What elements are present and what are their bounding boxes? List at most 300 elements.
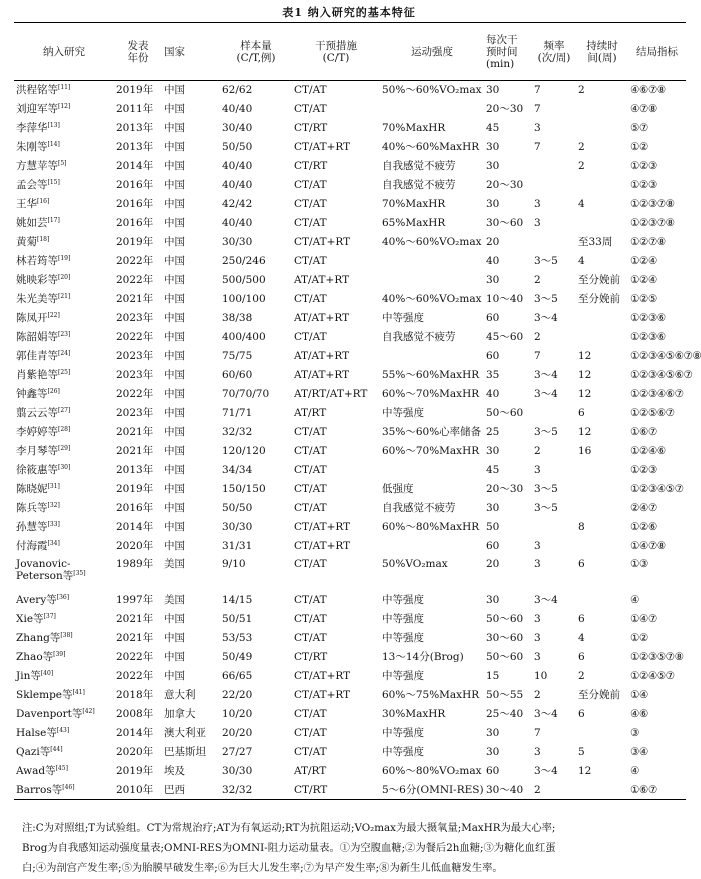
study-name: Jin等 bbox=[16, 670, 41, 682]
study-name: 李婷婷等 bbox=[16, 426, 58, 438]
cell-duration bbox=[576, 781, 628, 800]
table-title: 表1 纳入研究的基本特征 bbox=[282, 6, 416, 19]
study-name: 孙慧等 bbox=[16, 521, 48, 533]
cell-time: 30 bbox=[486, 746, 500, 758]
cell-duration: 4 bbox=[578, 255, 585, 267]
citation-ref: [35] bbox=[73, 569, 86, 577]
cell-frequency: 3～5 bbox=[534, 483, 558, 495]
table-row bbox=[14, 610, 686, 629]
cell-sample-size: 50/51 bbox=[222, 613, 253, 625]
cell-year: 2010年 bbox=[116, 783, 154, 796]
cell-country: 中国 bbox=[164, 274, 185, 286]
cell-country: 中国 bbox=[164, 293, 185, 305]
cell-frequency: 7 bbox=[534, 84, 541, 97]
header-intervention: 干预措施 (C/T) bbox=[315, 39, 357, 64]
cell-country: 中国 bbox=[164, 521, 185, 533]
cell-duration bbox=[576, 537, 628, 556]
cell-sample-size: 60/60 bbox=[222, 369, 253, 381]
cell-study bbox=[14, 629, 114, 648]
cell-sample-size: 250/246 bbox=[222, 255, 266, 267]
cell-intensity: 中等强度 bbox=[382, 407, 424, 419]
cell-intensity: 55%～60%MaxHR bbox=[382, 369, 480, 381]
table-row bbox=[14, 480, 686, 499]
table-row bbox=[14, 233, 686, 252]
table-row bbox=[14, 290, 686, 309]
cell-frequency: 2 bbox=[534, 274, 541, 286]
cell-intensity bbox=[380, 347, 484, 366]
cell-intervention: CT/AT bbox=[294, 103, 327, 115]
cell-frequency: 3 bbox=[534, 217, 541, 229]
cell-study bbox=[14, 667, 114, 686]
study-name: Halse等 bbox=[16, 727, 57, 739]
cell-frequency: 3 bbox=[534, 746, 541, 758]
cell-year: 2021年 bbox=[116, 426, 154, 438]
cell-frequency: 3～4 bbox=[534, 388, 558, 400]
header-duration: 持续时 间(周) bbox=[586, 39, 618, 64]
cell-sample-size: 40/40 bbox=[222, 160, 253, 172]
citation-ref: [45] bbox=[55, 765, 68, 772]
cell-duration bbox=[576, 499, 628, 518]
table-row bbox=[14, 724, 686, 743]
table-row bbox=[14, 195, 686, 214]
cell-study bbox=[14, 138, 114, 157]
cell-country: 中国 bbox=[164, 483, 185, 495]
cell-year: 2016年 bbox=[116, 198, 154, 210]
cell-intensity bbox=[380, 100, 484, 119]
cell-time: 10～40 bbox=[486, 293, 524, 305]
cell-country: 中国 bbox=[164, 103, 185, 115]
cell-year: 2014年 bbox=[116, 521, 154, 533]
cell-time: 30 bbox=[486, 141, 500, 153]
cell-study bbox=[14, 252, 114, 271]
cell-year: 2022年 bbox=[116, 255, 154, 267]
cell-study bbox=[14, 423, 114, 442]
cell-duration bbox=[576, 591, 628, 610]
cell-year: 2021年 bbox=[116, 613, 154, 625]
cell-outcomes: ①②⑤⑥⑦ bbox=[630, 407, 675, 419]
cell-intervention: CT/AT bbox=[294, 727, 327, 739]
cell-sample-size: 500/500 bbox=[222, 274, 266, 286]
header-time: 每次干 预时间 (min) bbox=[486, 33, 518, 70]
cell-year: 2022年 bbox=[116, 331, 154, 343]
cell-duration bbox=[576, 480, 628, 499]
cell-outcomes: ①②③ bbox=[630, 464, 657, 476]
cell-sample-size: 50/50 bbox=[222, 141, 253, 153]
cell-study bbox=[14, 100, 114, 119]
cell-duration bbox=[576, 461, 628, 480]
cell-outcomes: ①②④ bbox=[630, 274, 657, 286]
cell-intensity: 5～6分(OMNI-RES) bbox=[382, 783, 484, 796]
cell-intervention: CT/AT+RT bbox=[294, 521, 351, 533]
cell-frequency: 3～5 bbox=[534, 293, 558, 305]
cell-frequency: 3 bbox=[534, 198, 541, 210]
cell-intervention: CT/AT bbox=[294, 613, 327, 625]
table-row bbox=[14, 271, 686, 290]
citation-ref: [30] bbox=[58, 464, 71, 471]
cell-sample-size: 9/10 bbox=[222, 557, 246, 570]
cell-duration: 6 bbox=[578, 557, 585, 570]
cell-intensity: 中等强度 bbox=[382, 594, 424, 606]
cell-frequency: 2 bbox=[534, 689, 541, 701]
citation-ref: [39] bbox=[53, 651, 66, 658]
cell-intensity bbox=[380, 537, 484, 556]
cell-outcomes: ①④⑦⑧ bbox=[630, 540, 666, 552]
cell-duration: 12 bbox=[578, 388, 592, 400]
citation-ref: [36] bbox=[56, 594, 70, 601]
cell-study bbox=[14, 347, 114, 366]
cell-country: 中国 bbox=[164, 179, 185, 191]
cell-sample-size: 32/32 bbox=[222, 783, 253, 796]
cell-year: 2020年 bbox=[116, 746, 154, 758]
cell-study bbox=[14, 762, 114, 781]
cell-duration bbox=[576, 119, 628, 138]
cell-sample-size: 20/20 bbox=[222, 727, 253, 739]
cell-duration: 12 bbox=[578, 426, 592, 438]
cell-outcomes: ①②③ bbox=[630, 179, 657, 191]
cell-duration: 2 bbox=[578, 670, 585, 682]
cell-year: 2022年 bbox=[116, 274, 154, 286]
cell-intervention: CT/AT bbox=[294, 255, 327, 267]
cell-intervention: CT/AT bbox=[294, 331, 327, 343]
cell-duration: 6 bbox=[578, 708, 585, 720]
table-row bbox=[14, 537, 686, 556]
cell-time: 60 bbox=[486, 312, 500, 324]
study-name: 陈兵等 bbox=[16, 502, 48, 514]
table-row bbox=[14, 442, 686, 461]
cell-country: 巴西 bbox=[164, 783, 185, 796]
cell-intensity: 40%～60%MaxHR bbox=[382, 141, 480, 153]
cell-country: 中国 bbox=[164, 540, 185, 552]
table-row bbox=[14, 556, 686, 591]
study-name: 朱刚等 bbox=[16, 141, 48, 153]
study-name: Sklempe等 bbox=[16, 689, 73, 701]
cell-study bbox=[14, 610, 114, 629]
cell-intensity: 60%～80%MaxHR bbox=[382, 521, 480, 533]
cell-year: 2013年 bbox=[116, 464, 154, 476]
cell-time: 20 bbox=[486, 557, 500, 570]
cell-intervention: CT/AT+RT bbox=[294, 670, 351, 682]
cell-time: 30 bbox=[486, 84, 500, 97]
cell-duration: 至33周 bbox=[578, 236, 613, 248]
study-characteristics-table bbox=[14, 22, 701, 800]
cell-study bbox=[14, 591, 114, 610]
cell-intervention: CT/AT bbox=[294, 293, 327, 305]
table-row bbox=[14, 461, 686, 480]
cell-year: 2022年 bbox=[116, 388, 154, 400]
cell-duration: 6 bbox=[578, 613, 585, 625]
cell-outcomes: ①②③④⑤⑥⑦⑧ bbox=[630, 350, 701, 362]
cell-time: 20 bbox=[486, 236, 500, 248]
citation-ref: [34] bbox=[47, 540, 60, 547]
cell-time: 50～60 bbox=[486, 651, 524, 663]
cell-study bbox=[14, 686, 114, 705]
cell-year: 2022年 bbox=[116, 651, 154, 663]
cell-sample-size: 50/50 bbox=[222, 502, 253, 514]
cell-duration bbox=[576, 176, 628, 195]
study-name: 肖紫艳等 bbox=[16, 369, 58, 381]
cell-intervention: CT/RT bbox=[294, 651, 328, 663]
table-row bbox=[14, 686, 686, 705]
cell-intervention: AT/RT bbox=[294, 407, 327, 419]
cell-intensity: 中等强度 bbox=[382, 613, 424, 625]
cell-study bbox=[14, 781, 114, 800]
cell-country: 中国 bbox=[164, 407, 185, 419]
cell-sample-size: 40/40 bbox=[222, 217, 253, 229]
cell-frequency: 3 bbox=[534, 464, 541, 476]
citation-ref: [27] bbox=[58, 407, 71, 414]
cell-country: 中国 bbox=[164, 312, 185, 324]
footnote-line: Brog为自我感知运动强度量表;OMNI-RES为OMNI-阻力运动量表。①为空腹血糖;②为餐后2h血糖;③为糖化血红蛋 bbox=[22, 842, 556, 854]
cell-country: 美国 bbox=[164, 557, 185, 570]
cell-country: 美国 bbox=[164, 594, 185, 606]
cell-duration bbox=[576, 214, 628, 233]
cell-outcomes: ③④ bbox=[630, 746, 648, 758]
cell-outcomes: ①②③ bbox=[630, 160, 657, 172]
cell-country: 中国 bbox=[164, 369, 185, 381]
cell-frequency: 3～4 bbox=[534, 594, 558, 606]
cell-intensity: 中等强度 bbox=[382, 632, 424, 644]
cell-frequency: 7 bbox=[534, 103, 541, 115]
cell-intensity: 低强度 bbox=[382, 483, 414, 495]
study-name: 朱光美等 bbox=[16, 293, 58, 305]
table-footnote bbox=[22, 818, 690, 878]
cell-sample-size: 100/100 bbox=[222, 293, 266, 305]
study-name: 姚如芸 bbox=[16, 217, 48, 229]
cell-time: 15 bbox=[486, 670, 500, 682]
cell-duration: 6 bbox=[578, 407, 585, 419]
header-year: 发表 年份 bbox=[127, 39, 149, 64]
cell-duration: 4 bbox=[578, 198, 585, 210]
cell-frequency bbox=[532, 518, 576, 537]
cell-outcomes: ①②③④⑤⑥⑦ bbox=[630, 369, 693, 381]
citation-ref: [24] bbox=[58, 350, 71, 357]
citation-ref: [13] bbox=[47, 122, 60, 129]
cell-sample-size: 66/65 bbox=[222, 670, 253, 682]
cell-study bbox=[14, 537, 114, 556]
cell-time: 45～60 bbox=[486, 331, 524, 343]
cell-time: 25 bbox=[486, 426, 500, 438]
cell-outcomes: ①③ bbox=[630, 557, 648, 570]
cell-study bbox=[14, 119, 114, 138]
cell-time: 50～60 bbox=[486, 407, 524, 419]
cell-intervention: CT/AT bbox=[294, 84, 327, 97]
cell-outcomes: ①⑥⑦ bbox=[630, 783, 657, 796]
citation-ref: [32] bbox=[47, 502, 60, 509]
cell-frequency: 3 bbox=[534, 557, 541, 570]
cell-intervention: CT/AT bbox=[294, 594, 327, 606]
cell-outcomes: ④ bbox=[630, 765, 639, 777]
cell-study bbox=[14, 157, 114, 176]
cell-frequency: 3 bbox=[534, 122, 541, 134]
cell-intensity: 40%～60%VO₂max bbox=[382, 236, 482, 248]
cell-intervention: CT/AT bbox=[294, 445, 327, 457]
cell-year: 2008年 bbox=[116, 708, 154, 720]
cell-country: 中国 bbox=[164, 331, 185, 343]
citation-ref: [22] bbox=[47, 312, 60, 319]
cell-outcomes: ②④⑦ bbox=[630, 502, 657, 514]
citation-ref: [5] bbox=[58, 160, 67, 167]
cell-intervention: CT/RT bbox=[294, 160, 328, 172]
cell-intervention: CT/RT bbox=[294, 783, 328, 796]
cell-intervention: CT/AT bbox=[294, 179, 327, 191]
citation-ref: [29] bbox=[58, 445, 71, 452]
citation-ref: [46] bbox=[62, 783, 75, 791]
citation-ref: [33] bbox=[47, 521, 60, 528]
cell-country: 中国 bbox=[164, 502, 185, 514]
cell-outcomes: ①④⑦ bbox=[630, 613, 657, 625]
cell-frequency: 2 bbox=[534, 445, 541, 457]
cell-outcomes: ①②④⑤⑦ bbox=[630, 670, 675, 682]
cell-outcomes: ③ bbox=[630, 727, 639, 739]
cell-frequency: 7 bbox=[534, 350, 541, 362]
cell-duration: 5 bbox=[578, 746, 585, 758]
cell-country: 中国 bbox=[164, 141, 185, 153]
cell-frequency: 7 bbox=[534, 727, 541, 739]
citation-ref: [17] bbox=[47, 217, 60, 224]
cell-duration: 12 bbox=[578, 369, 592, 381]
cell-frequency: 3～5 bbox=[534, 255, 558, 267]
cell-intensity: 自我感觉不疲劳 bbox=[382, 331, 456, 343]
cell-sample-size: 120/120 bbox=[222, 445, 266, 457]
cell-study bbox=[14, 81, 114, 100]
cell-frequency: 3～4 bbox=[534, 708, 558, 720]
cell-study bbox=[14, 195, 114, 214]
cell-country: 埃及 bbox=[164, 765, 185, 777]
study-name: Avery等 bbox=[16, 594, 57, 606]
study-name: 陈晓妮 bbox=[16, 483, 48, 495]
cell-sample-size: 34/34 bbox=[222, 464, 253, 476]
cell-duration bbox=[576, 100, 628, 119]
cell-outcomes: ①② bbox=[630, 141, 648, 153]
study-name: Davenport等 bbox=[16, 708, 83, 720]
cell-duration: 12 bbox=[578, 350, 592, 362]
citation-ref: [43] bbox=[56, 727, 70, 734]
header-study: 纳入研究 bbox=[43, 45, 85, 58]
study-name: 刘迎军等 bbox=[16, 103, 58, 115]
study-name: 陈凤开 bbox=[16, 312, 48, 324]
table-row bbox=[14, 328, 686, 347]
cell-intervention: AT/RT bbox=[294, 765, 327, 777]
cell-time: 30～40 bbox=[486, 783, 524, 796]
cell-frequency: 3 bbox=[534, 613, 541, 625]
cell-frequency: 3 bbox=[534, 632, 541, 644]
cell-intervention: CT/AT+RT bbox=[294, 540, 351, 552]
cell-duration bbox=[576, 724, 628, 743]
citation-ref: [26] bbox=[47, 388, 60, 395]
citation-ref: [14] bbox=[47, 141, 60, 148]
study-name: 李月琴等 bbox=[16, 445, 58, 457]
cell-sample-size: 22/20 bbox=[222, 689, 253, 701]
cell-intervention: CT/AT bbox=[294, 426, 327, 438]
cell-study bbox=[14, 404, 114, 423]
cell-year: 2018年 bbox=[116, 689, 154, 701]
cell-year: 1989年 bbox=[116, 557, 154, 570]
table-row bbox=[14, 385, 686, 404]
study-name: 黄菊 bbox=[16, 236, 37, 248]
citation-ref: [41] bbox=[72, 689, 85, 696]
study-name: Zhang等 bbox=[16, 632, 61, 644]
cell-sample-size: 32/32 bbox=[222, 426, 253, 438]
cell-study bbox=[14, 556, 114, 591]
study-name: Xie等 bbox=[16, 613, 44, 625]
cell-outcomes: ①②③⑦⑧ bbox=[630, 198, 675, 210]
cell-time: 35 bbox=[486, 369, 500, 381]
cell-time: 30 bbox=[486, 594, 500, 606]
citation-ref: [44] bbox=[50, 746, 63, 753]
cell-intensity: 30%MaxHR bbox=[382, 708, 446, 720]
cell-study bbox=[14, 461, 114, 480]
study-name: 郭佳青等 bbox=[16, 350, 58, 362]
cell-time: 45 bbox=[486, 464, 500, 476]
header-frequency: 频率 (次/周) bbox=[537, 39, 571, 64]
cell-intensity: 自我感觉不疲劳 bbox=[382, 179, 456, 191]
cell-duration bbox=[576, 309, 628, 328]
study-name: Jovanovic-Peterson等 bbox=[16, 557, 74, 582]
cell-duration: 8 bbox=[578, 521, 585, 533]
cell-country: 中国 bbox=[164, 198, 185, 210]
cell-outcomes: ①②③⑥ bbox=[630, 312, 666, 324]
cell-outcomes: ①②④ bbox=[630, 255, 657, 267]
cell-time: 30 bbox=[486, 160, 500, 172]
cell-frequency bbox=[532, 233, 576, 252]
citation-ref: [25] bbox=[58, 369, 71, 376]
cell-intervention: CT/AT bbox=[294, 746, 327, 758]
citation-ref: [23] bbox=[58, 331, 71, 338]
table-row bbox=[14, 762, 686, 781]
study-name: 孟会等 bbox=[16, 179, 48, 191]
cell-sample-size: 30/30 bbox=[222, 236, 253, 248]
cell-time: 20～30 bbox=[486, 179, 524, 191]
cell-study bbox=[14, 233, 114, 252]
cell-intensity: 中等强度 bbox=[382, 312, 424, 324]
study-name: 王华 bbox=[16, 198, 37, 210]
header-outcomes: 结局指标 bbox=[636, 45, 678, 58]
table-row bbox=[14, 648, 686, 667]
table-row bbox=[14, 214, 686, 233]
cell-study bbox=[14, 480, 114, 499]
cell-outcomes: ①②③④⑥⑦ bbox=[630, 388, 684, 400]
cell-study bbox=[14, 290, 114, 309]
cell-outcomes: ①② bbox=[630, 632, 648, 644]
study-name: Barros等 bbox=[16, 783, 63, 796]
cell-study bbox=[14, 366, 114, 385]
cell-frequency: 7 bbox=[534, 141, 541, 153]
cell-year: 2023年 bbox=[116, 350, 154, 362]
table-row bbox=[14, 781, 686, 800]
cell-year: 2013年 bbox=[116, 141, 154, 153]
table-row bbox=[14, 629, 686, 648]
study-name: Zhao等 bbox=[16, 651, 54, 663]
cell-frequency: 3 bbox=[534, 540, 541, 552]
cell-outcomes: ①②③⑦⑧ bbox=[630, 217, 675, 229]
cell-intervention: CT/AT bbox=[294, 557, 327, 570]
cell-country: 中国 bbox=[164, 236, 185, 248]
cell-intervention: CT/AT bbox=[294, 632, 327, 644]
cell-study bbox=[14, 442, 114, 461]
study-name: Awad等 bbox=[16, 765, 56, 777]
cell-duration: 至分娩前 bbox=[578, 293, 620, 305]
cell-time: 30～60 bbox=[486, 217, 524, 229]
table-row bbox=[14, 347, 686, 366]
cell-frequency: 10 bbox=[534, 670, 548, 682]
cell-intensity: 60%～70%MaxHR bbox=[382, 388, 480, 400]
cell-duration: 至分娩前 bbox=[578, 689, 620, 701]
cell-country: 中国 bbox=[164, 217, 185, 229]
cell-time: 45 bbox=[486, 122, 500, 134]
table-row bbox=[14, 743, 686, 762]
cell-intervention: CT/AT bbox=[294, 483, 327, 495]
cell-study bbox=[14, 724, 114, 743]
